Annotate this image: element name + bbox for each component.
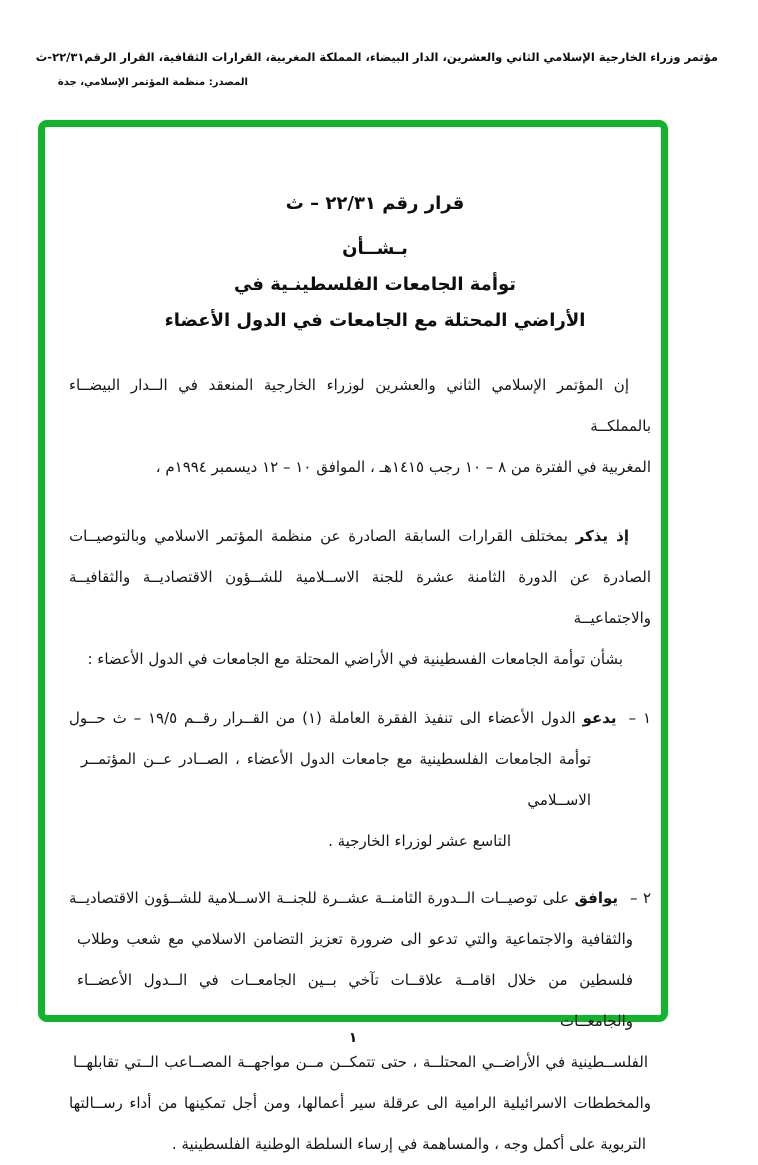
text-line: ١ –يدعو الدول الأعضاء الى تنفيذ الفقرة العاملة (١) من القــرار رقــم ١٩/٥ – ث حــول	[69, 709, 651, 727]
title-subject-line-2: الأراضي المحتلة مع الجامعات في الدول الأعضاء	[164, 310, 586, 331]
header-citation: مؤتمر وزراء الخارجية الإسلامي الثاني والعشرين، الدار البيضاء، المملكة المغربية، القرارات الثقافية، القرار الرقم٢٢/٣١-ث	[35, 50, 718, 64]
item-number: ٢ –	[630, 889, 651, 907]
document-header	[35, 47, 718, 93]
resolution-title	[69, 184, 651, 339]
text-line: فلسطين من خلال اقامــة علاقــات تآخي بــين الجامعــات في الــدول الأعضــاء والجامعــات	[77, 971, 633, 1030]
green-border-frame	[38, 120, 668, 1153]
paragraph	[69, 516, 651, 680]
paragraph	[69, 365, 651, 488]
text-line: والثقافية والاجتماعية والتي تدعو الى ضرورة تعزيز التضامن الاسلامي مع شعب وطلاب	[77, 930, 633, 948]
text-line: المغربية في الفترة من ٨ – ١٠ رجب ١٤١٥هـ ، الموافق ١٠ – ١٢ ديسمبر ١٩٩٤م ،	[155, 458, 651, 476]
text-line: بشأن توأمة الجامعات الفسطينية في الأراضي المحتلة مع الجامعات في الدول الأعضاء :	[87, 650, 623, 668]
text-line: الصادرة عن الدورة الثامنة عشرة للجنة الاســلامية للشــؤون الاقتصاديــة والثقافيــة والاجتماعيــة	[69, 568, 651, 627]
text-line: توأمة الجامعات الفلسطينية مع جامعات الدول الأعضاء ، الصــادر عــن المؤتمــر الاســلامي	[81, 750, 591, 809]
header-source: المصدر: منظمة المؤتمر الإسلامي، جدة	[57, 77, 248, 88]
text-line: التربوية على أكمل وجه ، والمساهمة في إرساء السلطة الوطنية الفلسطينية .	[171, 1135, 646, 1153]
text-line: ٢ –يوافق على توصيــات الــدورة الثامنــة عشــرة للجنــة الاســلامية للشــؤون الاقتصاديــة	[69, 889, 651, 907]
title-regarding: بـشــأن	[342, 238, 408, 259]
text-line: والمخططات الاسرائيلية الرامية الى عرقلة سير أعمالها، ومن أجل تمكينها من أداء رســالتها	[69, 1094, 651, 1112]
emphasis-keyword: يوافق	[574, 889, 619, 907]
emphasis-keyword: يدعو	[582, 709, 617, 727]
title-resolution-number: قرار رقم ٢٢/٣١ – ث	[285, 193, 465, 214]
item-number: ١ –	[628, 709, 651, 727]
resolution-item	[69, 698, 651, 862]
text-line: الفلســطينية في الأراضــي المحتلــة ، حتى تتمكــن مــن مواجهــة المصــاعب الــتي تقابلهــا	[73, 1053, 648, 1071]
page-number: ١	[348, 1030, 358, 1046]
text-line: التاسع عشر لوزراء الخارجية .	[328, 832, 511, 850]
resolution-item	[69, 878, 651, 1165]
text-line: إذ يذكر بمختلف القرارات السابقة الصادرة عن منظمة المؤتمر الاسلامي وبالتوصيــات	[69, 527, 629, 545]
title-subject-line-1: توأمة الجامعات الفلسطينـية في	[233, 274, 517, 295]
emphasis-keyword: إذ يذكر	[575, 527, 629, 545]
text-line: إن المؤتمر الإسلامي الثاني والعشرين لوزراء الخارجية المنعقد في الــدار البيضــاء بالمملكــة	[69, 376, 651, 435]
